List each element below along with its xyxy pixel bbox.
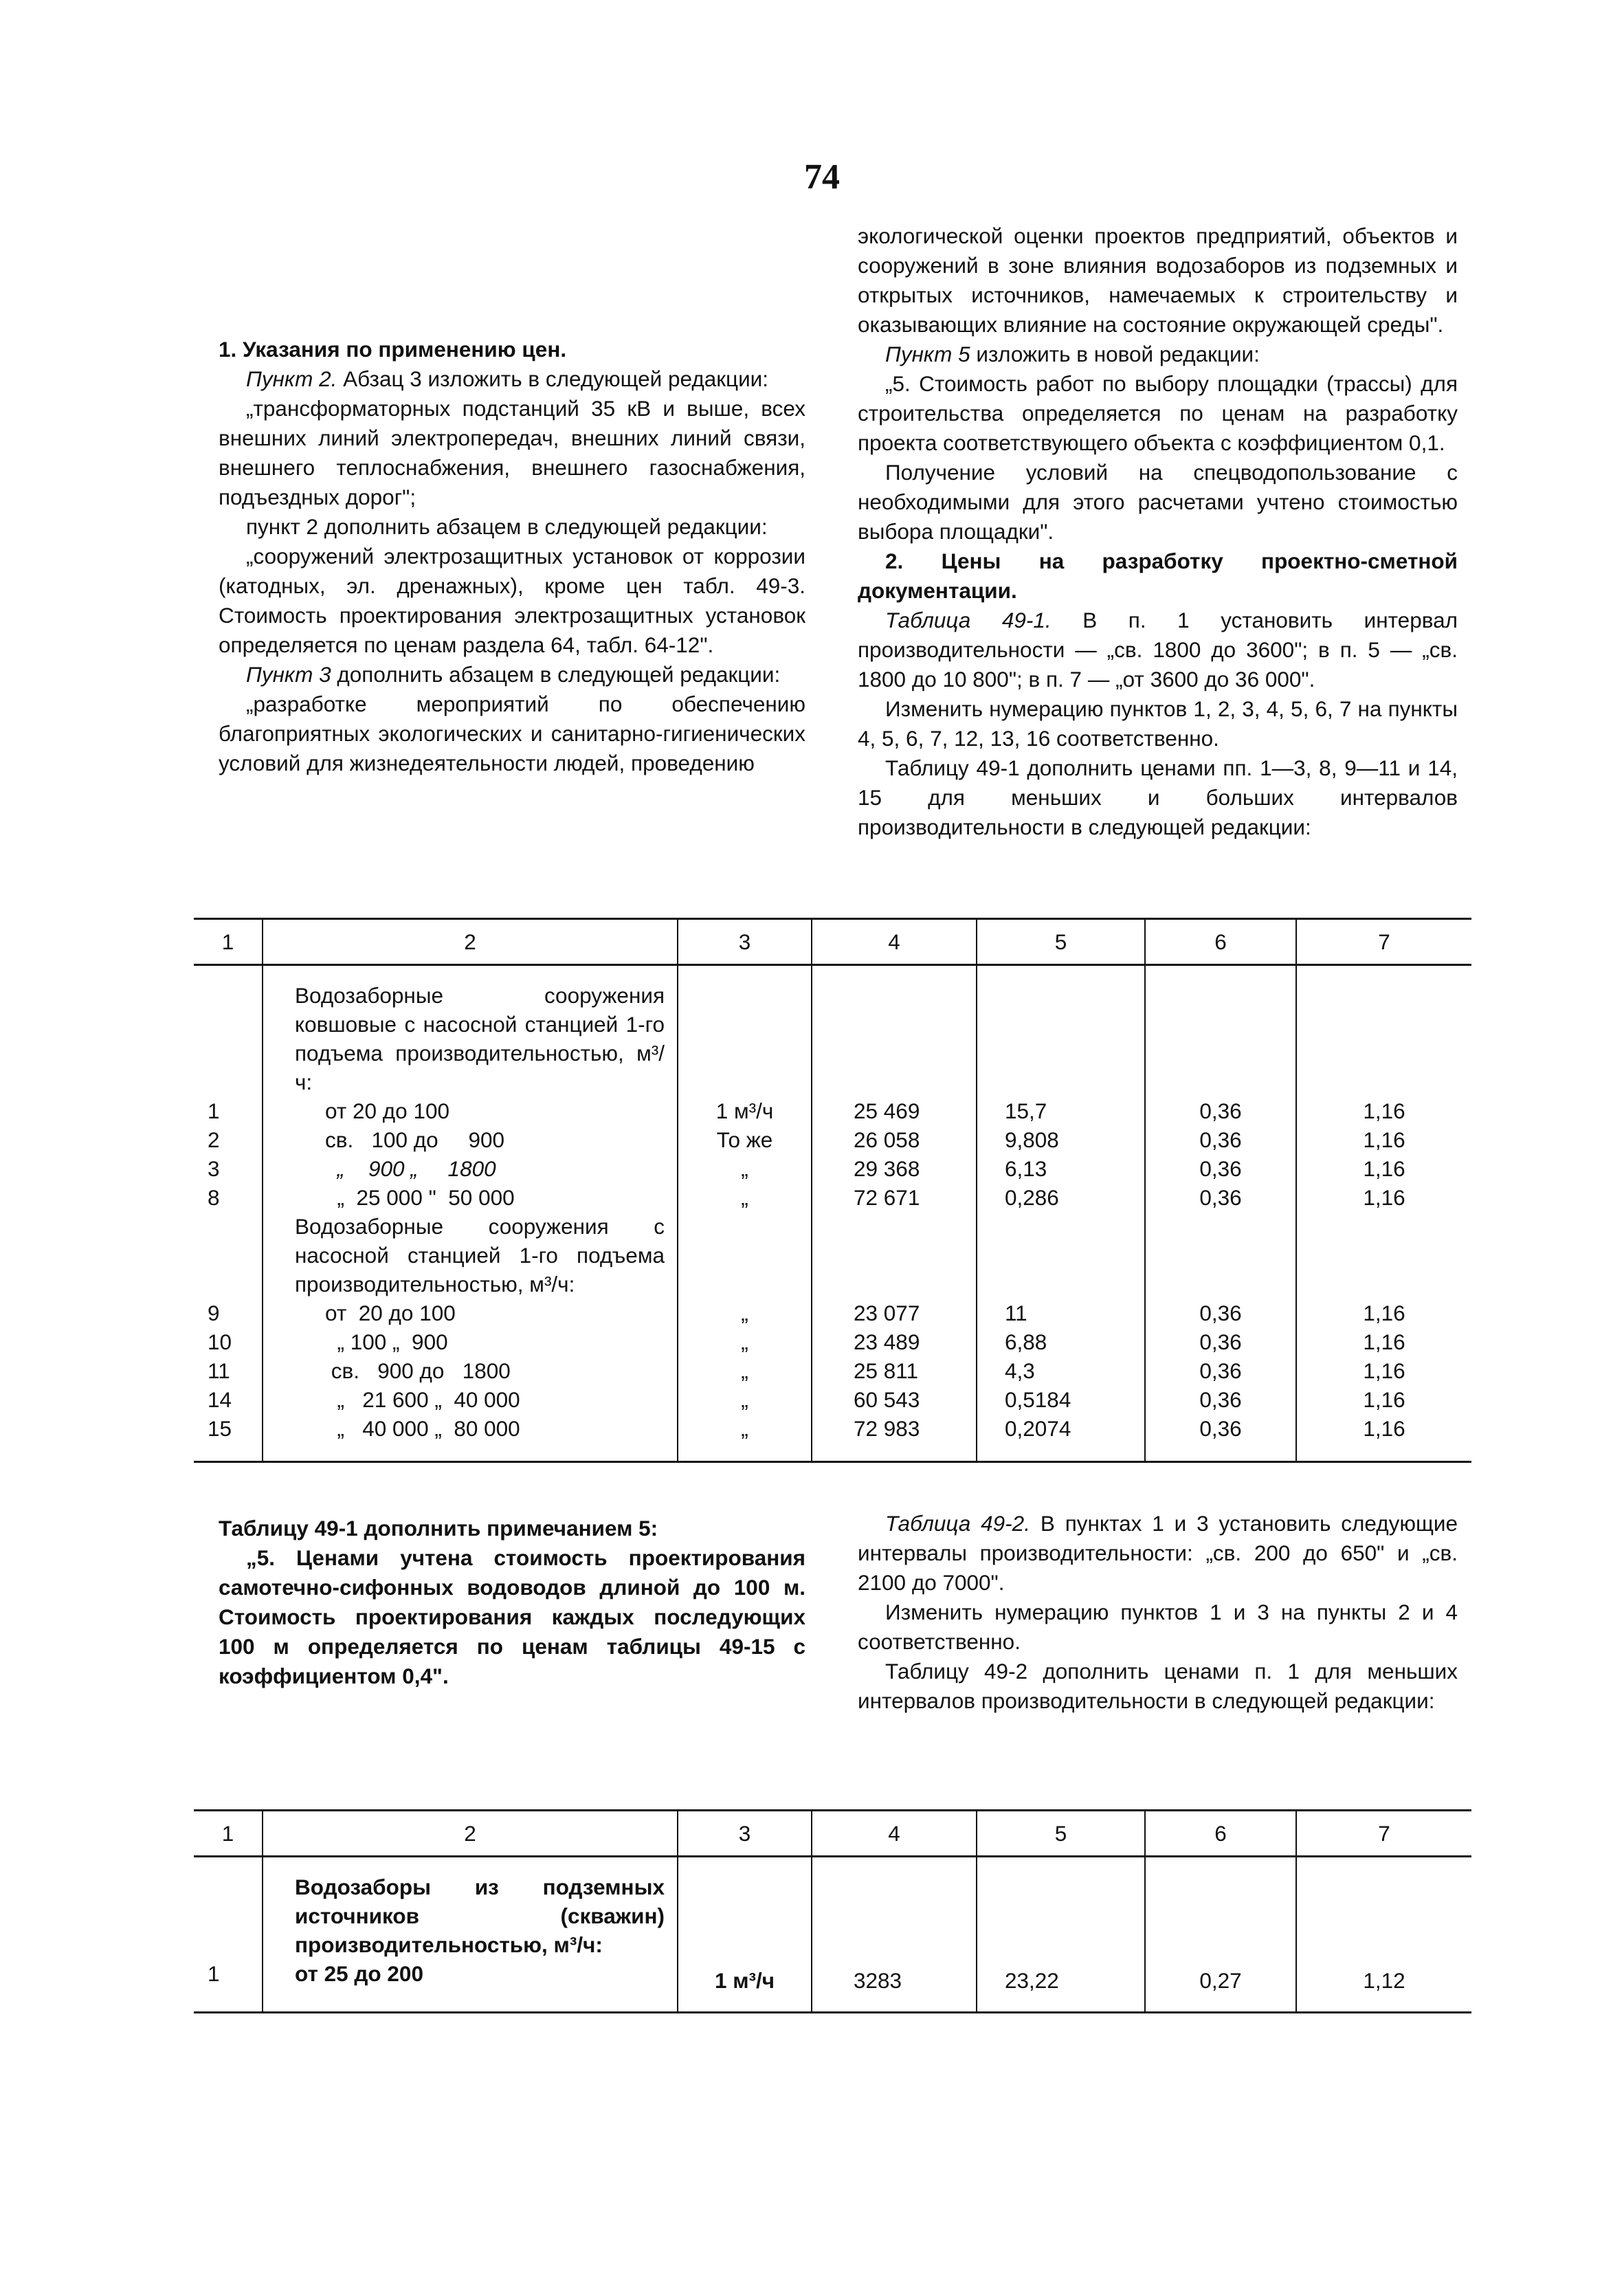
cell-range: св. 900 до 1800 [263,1356,678,1385]
column-header: 7 [1296,919,1471,965]
paragraph [858,1509,1458,1598]
paragraph: Таблицу 49-1 дополнить ценами пп. 1—3, 8, 9—11 и 14, 15 для меньших и больших интервалов производительности в следующей редакции: [858,755,1458,839]
group-description: Водозаборы из подземных источников (скважин) производительностью, м³/ч: [263,1857,678,1960]
section-heading: 2. Цены на разработку проектно-сметной документации. [858,549,1458,603]
column-header: 5 [977,1811,1145,1857]
paragraph: Таблицу 49-1 дополнить примечанием 5: [219,1516,658,1541]
cell-number: 8 [208,1185,220,1210]
cell-value: 0,2074 [977,1414,1145,1462]
left-column [219,335,805,778]
cell-value: 1,16 [1296,1154,1471,1183]
cell-unit: „ [678,1414,812,1462]
table-row [194,1327,1471,1356]
table-row [194,1154,1471,1183]
table-header-row [194,919,1471,965]
cell-value: 23,22 [977,1959,1145,2013]
table-row [194,1356,1471,1385]
cell-value: 72 671 [812,1183,977,1212]
cell-value: 9,808 [977,1125,1145,1154]
table-row [194,1096,1471,1125]
column-header: 3 [678,919,812,965]
column-header: 2 [263,919,678,965]
cell-unit: „ [678,1356,812,1385]
cell-range: „ 21 600 „ 40 000 [263,1385,678,1414]
cell-range: от 20 до 100 [263,1096,678,1125]
cell-value: 0,27 [1145,1959,1296,2013]
paragraph-text: В п. 1 установить интервал производительности — „св. 1800 до 3600"; в п. 5 — „св. 1800 до 10 800"; в п. 7 — „от 3600 до 36 000". [858,608,1458,692]
cell-value: 60 543 [812,1385,977,1414]
group-description: Водозаборные сооружения ковшовые с насосной станцией 1-го подъема производительностью, м³/ч: [263,965,678,1097]
table-row [194,1414,1471,1462]
cell-range: „ 40 000 „ 80 000 [263,1414,678,1462]
table-row [194,1385,1471,1414]
cell-value: 6,13 [977,1154,1145,1183]
notes-left [219,1514,805,1691]
cell-value: 72 983 [812,1414,977,1462]
quote-paragraph: „трансформаторных подстанций 35 кВ и выше, всех внешних линий электропередач, внешних линий связи, внешнего теплоснабжения, внешнего газоснабжения, подъездных дорог"; [219,396,805,509]
cell-value: 0,36 [1145,1096,1296,1125]
cell-unit: То же [678,1125,812,1154]
cell-range: от 20 до 100 [263,1299,678,1327]
cell-value: 0,286 [977,1183,1145,1212]
cell-value: 1,16 [1296,1414,1471,1462]
column-header: 1 [194,919,263,965]
cell-value: 26 058 [812,1125,977,1154]
cell-value: 1,16 [1296,1096,1471,1125]
cell-range: „ 100 „ 900 [263,1327,678,1356]
table-row [194,1299,1471,1327]
quote-paragraph: „5. Стоимость работ по выбору площадки (трассы) для строительства определяется по ценам на разработку проекта соответствующего объекта с коэффициентом 0,1. [858,371,1458,455]
column-header: 4 [812,1811,977,1857]
paragraph-text: изложить в новой редакции: [970,342,1260,366]
cell-unit: „ [678,1299,812,1327]
quote-paragraph: „сооружений электрозащитных установок от коррозии (катодных, эл. дренажных), кроме цен табл. 49-3. Стоимость проектирования электрозащитных установок определяется по ценам раздела 64, табл. 64-12". [219,544,805,657]
cell-value: 11 [977,1299,1145,1327]
group-description: Водозаборные сооружения с насосной станцией 1-го подъема производительностью, м³/ч: [263,1212,678,1299]
paragraph: Изменить нумерацию пунктов 1 и 3 на пункты 2 и 4 соответственно. [858,1600,1458,1654]
column-header: 6 [1145,1811,1296,1857]
column-header: 6 [1145,919,1296,965]
cell-value: 1,16 [1296,1385,1471,1414]
cell-unit: 1 м³/ч [678,1096,812,1125]
cell-value: 15,7 [977,1096,1145,1125]
cell-value: 25 469 [812,1096,977,1125]
paragraph: пункт 2 дополнить абзацем в следующей редакции: [246,514,768,539]
table-group-row [194,1212,1471,1299]
quote-paragraph: Получение условий на спецводопользование с необходимыми для этого расчетами учтено стоимостью выбора площадки". [858,460,1458,544]
cell-value: 0,36 [1145,1125,1296,1154]
cell-range: „ 900 „ 1800 [263,1154,678,1183]
clause-label: Пункт 5 [885,342,970,366]
cell-value: 4,3 [977,1356,1145,1385]
cell-value: 23 489 [812,1327,977,1356]
quote-paragraph: „5. Ценами учтена стоимость проектирования самотечно-сифонных водоводов длиной до 100 м. Стоимость проектирования каждых последующих 100 м определяется по ценам таблицы 49-15 с коэффициентом 0,4". [219,1545,805,1688]
cell-unit: „ [678,1385,812,1414]
page-number: 74 [804,157,840,197]
paragraph-text: В пунктах 1 и 3 установить следующие интервалы производительности: „св. 200 до 650" и „св. 2100 до 7000". [858,1511,1458,1595]
price-table-49-2 [194,1809,1471,2013]
cell-number: 3 [208,1156,220,1181]
cell-number: 9 [208,1301,220,1325]
table-label: Таблица 49-1. [885,608,1052,632]
table-group-row [194,1857,1471,1960]
cell-number: 10 [208,1329,232,1354]
cell-value: 1,16 [1296,1299,1471,1327]
clause-label: Пункт 2. [246,366,337,391]
cell-number: 2 [208,1127,220,1152]
cell-value: 23 077 [812,1299,977,1327]
paragraph [858,340,1458,369]
column-header: 2 [263,1811,678,1857]
table-row [194,1183,1471,1212]
cell-value: 1,16 [1296,1183,1471,1212]
table-header-row [194,1811,1471,1857]
column-header: 5 [977,919,1145,965]
paragraph: Таблицу 49-2 дополнить ценами п. 1 для меньших интервалов производительности в следующей редакции: [858,1659,1458,1713]
clause-label: Пункт 3 [246,662,331,687]
section-heading: 1. Указания по применению цен. [219,337,567,362]
paragraph: экологической оценки проектов предприятий, объектов и сооружений в зоне влияния водозаборов из подземных и открытых источников, намечаемых к строительству и оказывающих влияние на состояние окружающей среды". [858,223,1458,337]
cell-value: 0,36 [1145,1385,1296,1414]
cell-unit: „ [678,1154,812,1183]
column-header: 1 [194,1811,263,1857]
cell-value: 0,36 [1145,1414,1296,1462]
notes-right [858,1509,1458,1716]
cell-unit: „ [678,1183,812,1212]
cell-value: 0,5184 [977,1385,1145,1414]
cell-number: 1 [208,1099,220,1123]
cell-value: 3283 [812,1959,977,2013]
column-header: 7 [1296,1811,1471,1857]
quote-paragraph: „разработке мероприятий по обеспечению благоприятных экологических и санитарно-гигиенических условий для жизнедеятельности людей, проведению [219,692,805,775]
table-row [194,1959,1471,2013]
cell-number: 11 [208,1358,230,1383]
cell-value: 29 368 [812,1154,977,1183]
cell-range: св. 100 до 900 [263,1125,678,1154]
cell-value: 1,16 [1296,1327,1471,1356]
cell-unit: 1 м³/ч [678,1959,812,2013]
cell-range: „ 25 000 " 50 000 [263,1183,678,1212]
cell-value: 25 811 [812,1356,977,1385]
cell-number: 14 [208,1387,232,1412]
table-row [194,1125,1471,1154]
column-header: 4 [812,919,977,965]
cell-value: 1,16 [1296,1125,1471,1154]
column-header: 3 [678,1811,812,1857]
cell-value: 1,12 [1296,1959,1471,2013]
paragraph [219,364,805,394]
cell-value: 0,36 [1145,1356,1296,1385]
cell-value: 6,88 [977,1327,1145,1356]
cell-value: 0,36 [1145,1183,1296,1212]
paragraph [858,606,1458,694]
cell-value: 1,16 [1296,1356,1471,1385]
paragraph-text: Абзац 3 изложить в следующей редакции: [337,366,769,391]
table-group-row [194,965,1471,1097]
price-table-49-1 [194,918,1471,1463]
paragraph-text: дополнить абзацем в следующей редакции: [331,662,781,687]
right-column [858,221,1458,842]
paragraph: Изменить нумерацию пунктов 1, 2, 3, 4, 5, 6, 7 на пункты 4, 5, 6, 7, 12, 13, 16 соответственно. [858,696,1458,751]
cell-value: 0,36 [1145,1154,1296,1183]
paragraph [219,660,805,689]
cell-range: от 25 до 200 [263,1959,678,2013]
table-label: Таблица 49-2. [885,1511,1030,1536]
cell-number: 1 [194,1959,263,2013]
cell-number: 15 [194,1414,263,1462]
cell-value: 0,36 [1145,1327,1296,1356]
cell-value: 0,36 [1145,1299,1296,1327]
cell-unit: „ [678,1327,812,1356]
